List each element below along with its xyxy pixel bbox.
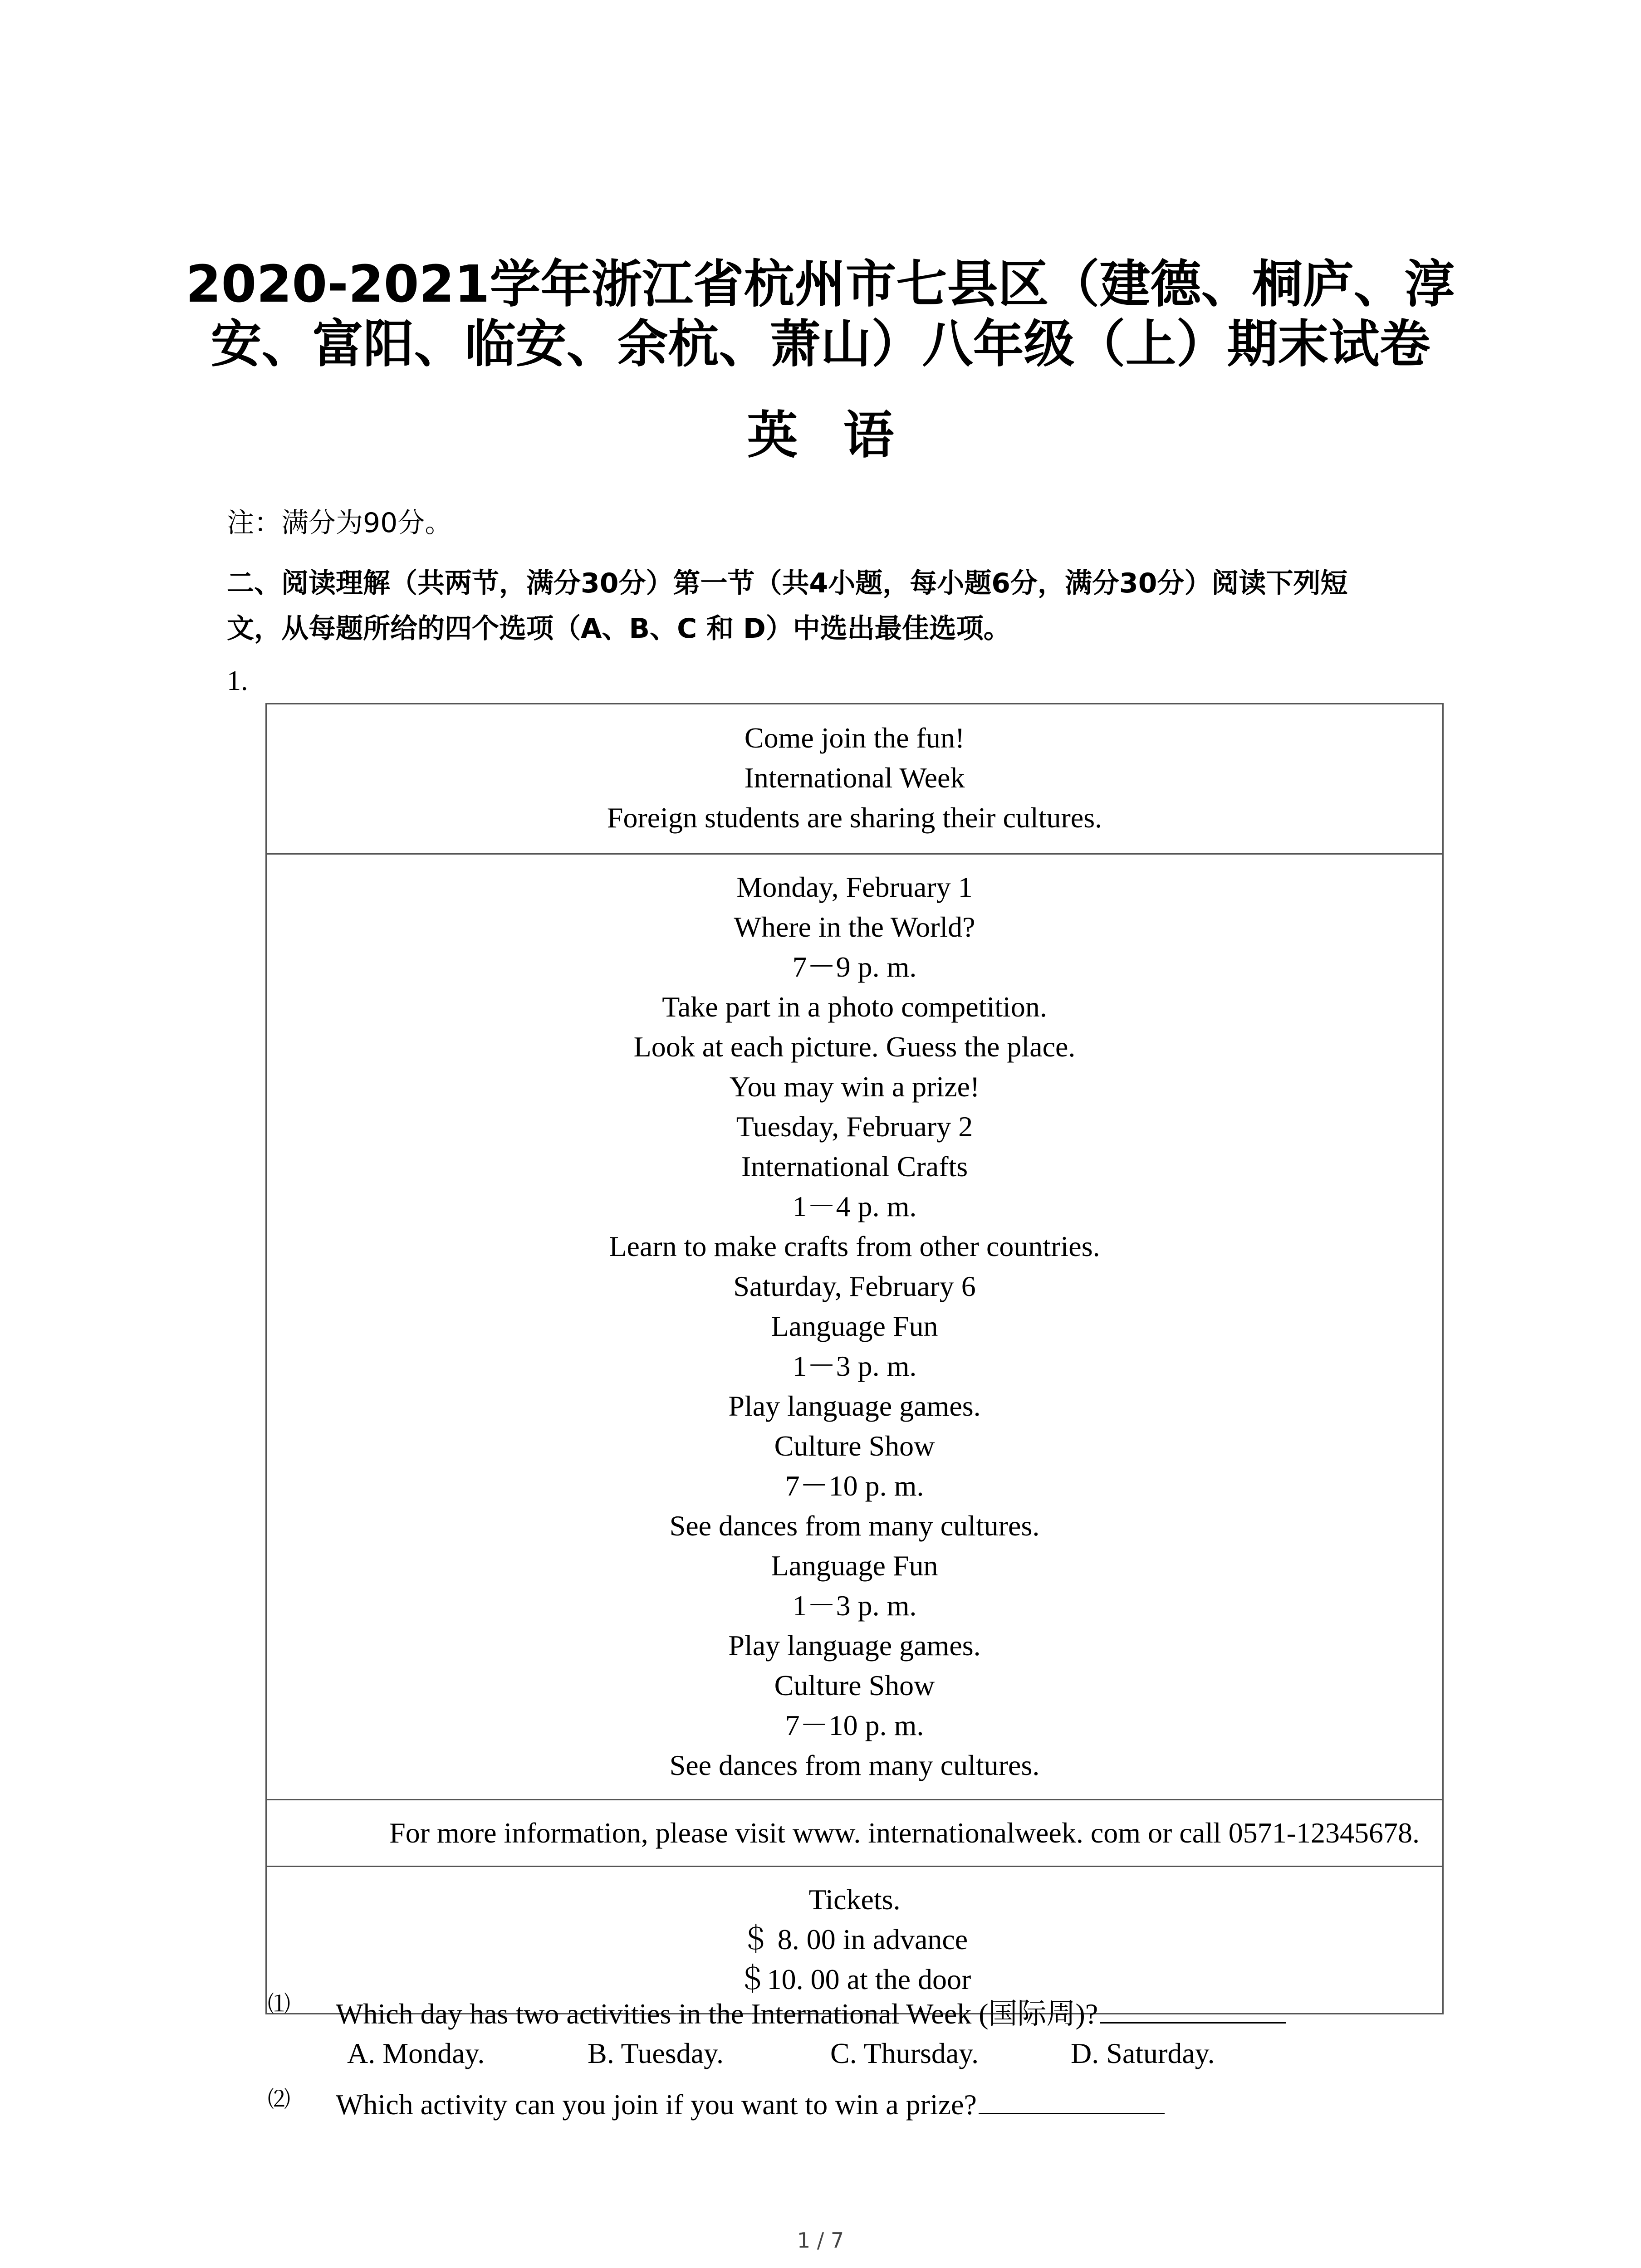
poster-header-line: Come join the fun! (744, 722, 965, 754)
schedule-line: Monday, February 1 (736, 871, 973, 903)
poster-header-line: International Week (744, 762, 965, 794)
poster-info-cell (267, 1799, 1442, 1866)
schedule-line: 7－10 p. m. (785, 1709, 924, 1741)
schedule-line: 1－3 p. m. (792, 1350, 917, 1382)
schedule-line: 7－10 p. m. (785, 1470, 924, 1502)
schedule-line: Play language games. (728, 1629, 981, 1662)
schedule-line: Language Fun (771, 1310, 938, 1342)
schedule-line: Language Fun (771, 1549, 938, 1582)
question-number: 1. (227, 665, 248, 696)
subquestion-2 (336, 2086, 1165, 2121)
subject-title: 英语 (747, 406, 940, 465)
exam-title-line-1: 2020-2021学年浙江省杭州市七县区（建德、桐庐、淳 (186, 255, 1455, 314)
poster-schedule-cell (267, 853, 1442, 1799)
schedule-line: Culture Show (774, 1430, 935, 1462)
poster-header-cell (267, 704, 1442, 853)
section-instructions-line-1: 二、阅读理解（共两节，满分30分）第一节（共4小题，每小题6分，满分30分）阅读下列短 (227, 567, 1348, 599)
answer-blank[interactable] (979, 2086, 1165, 2114)
schedule-line: Look at each picture. Guess the place. (633, 1031, 1076, 1063)
schedule-line: 7－9 p. m. (792, 951, 917, 983)
tickets-line: ＄ 8. 00 in advance (741, 1923, 968, 1955)
info-line: For more information, please visit www. internationalweek. com or call 0571-12345678. (389, 1817, 1420, 1849)
schedule-line: Saturday, February 6 (733, 1270, 976, 1302)
schedule-line: You may win a prize! (729, 1070, 980, 1103)
section-instructions-line-2: 文，从每题所给的四个选项（A、B、C 和 D）中选出最佳选项。 (227, 613, 1011, 645)
subquestion-1 (336, 1990, 1286, 2032)
subquestion-1-text: Which day has two activities in the International Week (国际周)? (336, 1998, 1098, 2030)
schedule-line: See dances from many cultures. (669, 1749, 1040, 1781)
answer-blank[interactable] (1100, 1995, 1286, 2024)
option-c[interactable]: C. Thursday. (830, 2037, 979, 2069)
subquestion-2-number: ⑵ (268, 2086, 290, 2112)
schedule-line: Take part in a photo competition. (662, 991, 1047, 1023)
event-poster-table (265, 703, 1444, 2014)
poster-header-line: Foreign students are sharing their cultures. (607, 802, 1102, 834)
subquestion-1-number: ⑴ (268, 1991, 290, 2017)
schedule-line: 1－3 p. m. (792, 1589, 917, 1622)
schedule-line: Where in the World? (734, 911, 975, 943)
schedule-line: 1－4 p. m. (792, 1190, 917, 1222)
schedule-line: Culture Show (774, 1669, 935, 1701)
option-b[interactable]: B. Tuesday. (588, 2037, 724, 2069)
schedule-line: Tuesday, February 2 (736, 1110, 973, 1143)
option-d[interactable]: D. Saturday. (1071, 2037, 1215, 2069)
score-note: 注：满分为90分。 (227, 507, 452, 539)
schedule-line: Learn to make crafts from other countries. (609, 1230, 1100, 1262)
tickets-line: ＄10. 00 at the door (738, 1963, 971, 1995)
exam-title-line-2: 安、富阳、临安、余杭、萧山）八年级（上）期末试卷 (211, 315, 1430, 374)
schedule-line: Play language games. (728, 1390, 981, 1422)
tickets-line: Tickets. (808, 1883, 901, 1916)
schedule-line: International Crafts (741, 1150, 968, 1183)
option-a[interactable]: A. Monday. (347, 2037, 485, 2069)
page-number: 1 / 7 (797, 2228, 844, 2253)
subquestion-2-text: Which activity can you join if you want to win a prize? (336, 2088, 977, 2121)
schedule-line: See dances from many cultures. (669, 1510, 1040, 1542)
